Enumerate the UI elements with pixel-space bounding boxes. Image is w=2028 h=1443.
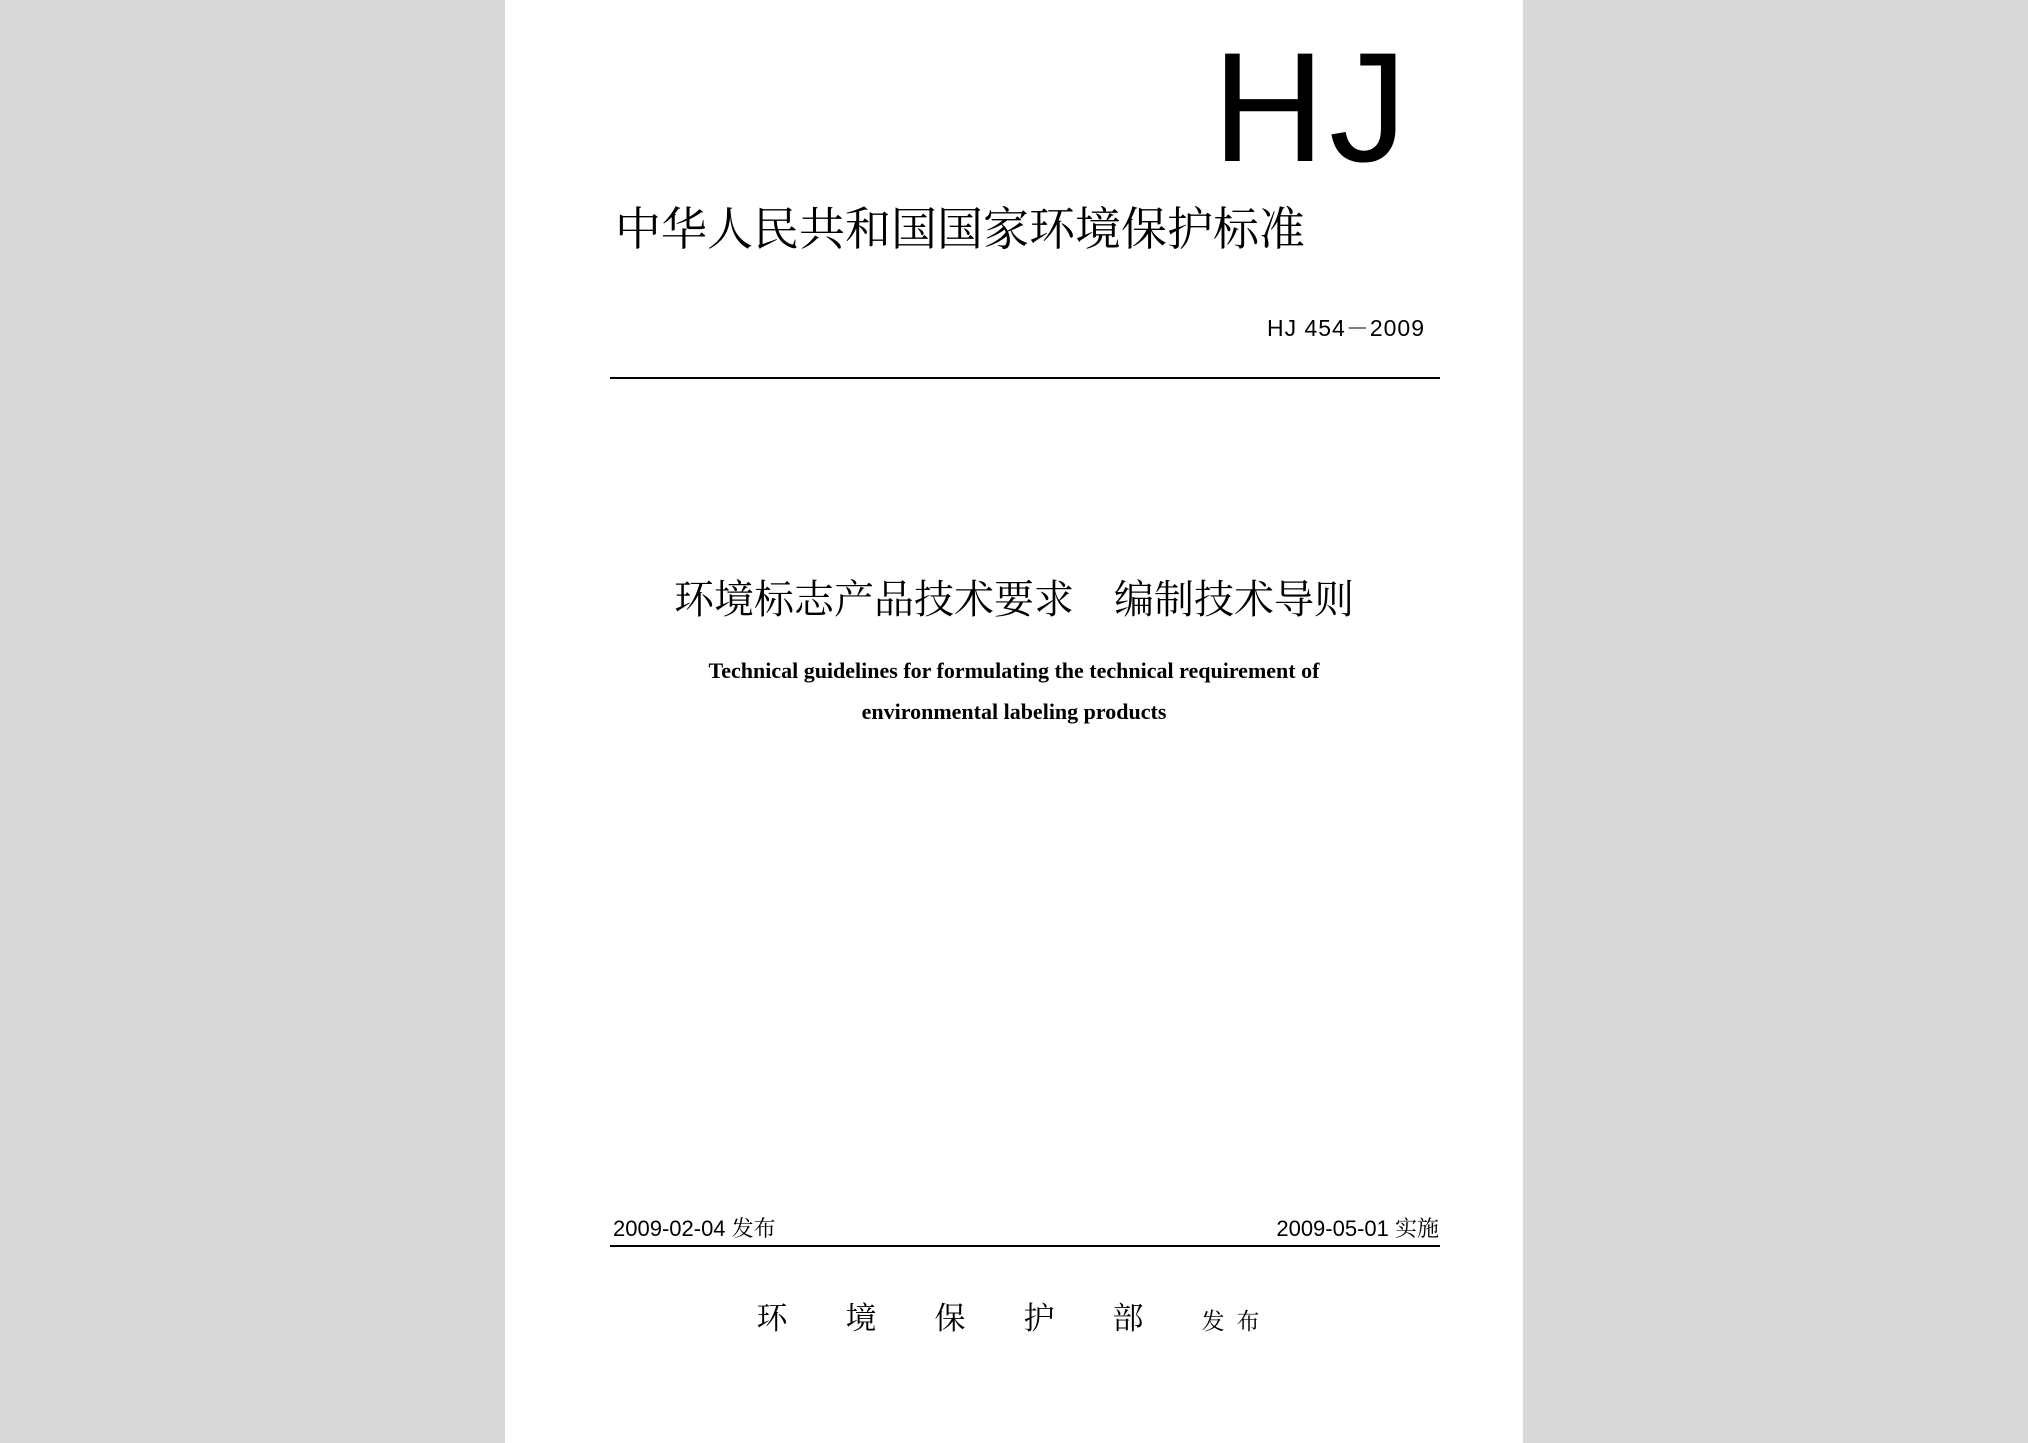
standard-number: HJ 454－2009 [1266, 315, 1425, 341]
title-chinese: 环境标志产品技术要求 编制技术导则 [674, 577, 1354, 623]
issue-date: 2009-02-04 发布 [613, 1216, 776, 1241]
title-english [505, 650, 1523, 732]
issuer-name: 环境保护部 [756, 1301, 1202, 1337]
top-divider [610, 377, 1440, 379]
document-page [505, 0, 1523, 1443]
issuer-suffix: 发布 [1201, 1309, 1272, 1335]
effective-date: 2009-05-01 实施 [1276, 1216, 1439, 1241]
hj-logo: HJ [1212, 21, 1411, 195]
standard-category: 中华人民共和国国家环境保护标准 [615, 202, 1305, 256]
title-english-line-2: environmental labeling products [861, 699, 1167, 724]
issuer-line [505, 1293, 1523, 1338]
dates-row [613, 1212, 1439, 1242]
title-english-line-1: Technical guidelines for formulating the technical requirement of [708, 658, 1320, 683]
bottom-divider [610, 1245, 1440, 1247]
